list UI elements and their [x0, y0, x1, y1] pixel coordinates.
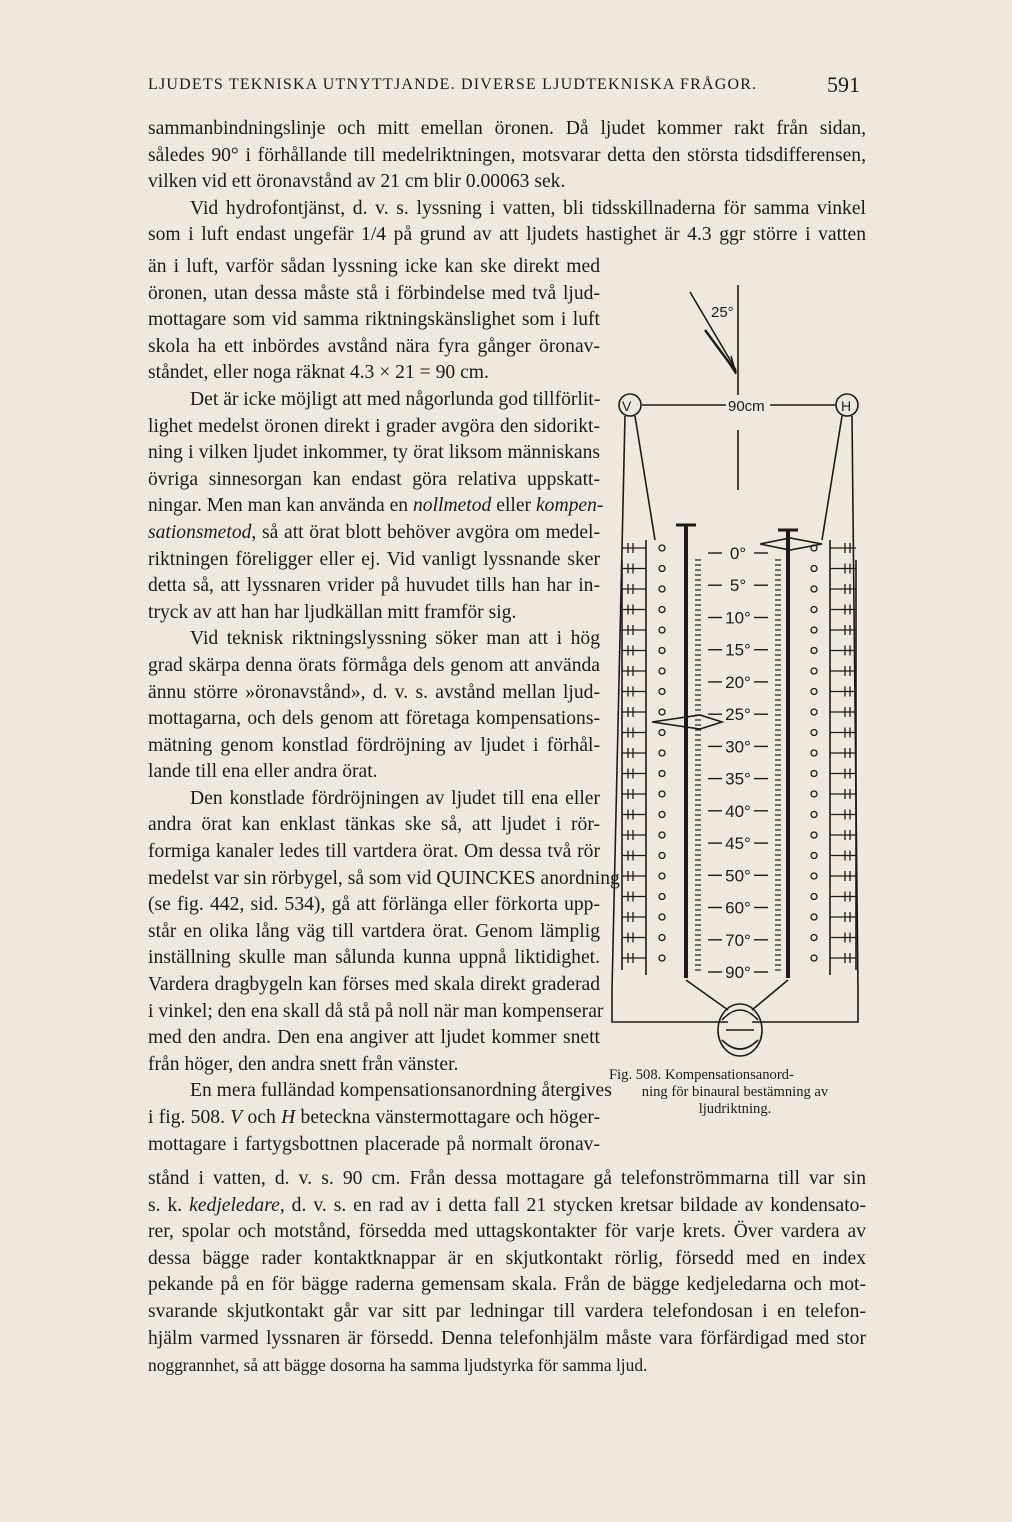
capacitor-element: [622, 892, 646, 902]
text-line: sammanbindningslinje och mitt emellan öronen. Då ljudet kommer rakt från sidan,: [148, 118, 866, 139]
text-line: än i luft, varför sådan lyssning icke kan ske direkt med: [148, 256, 600, 277]
text-line: lighet medelst öronen direkt i grader avgöra den sidorikt-: [148, 415, 600, 437]
wire-right-outer: [852, 416, 858, 990]
figure-caption: [605, 1067, 865, 1118]
text-line: sationsmetod, så att örat blott behöver avgöra om medel-: [148, 521, 600, 543]
common-scale: [708, 544, 768, 982]
distance-label: 90cm: [728, 398, 765, 415]
capacitor-element: [830, 830, 856, 840]
lead-right: [752, 980, 788, 1010]
contact-knob: [659, 627, 665, 633]
wire-bottom-right: [752, 990, 858, 1022]
capacitor-element: [622, 687, 646, 697]
running-title: LJUDETS TEKNISKA UTNYTTJANDE. DIVERSE LJUDTEKNISKA FRÅGOR.: [148, 76, 758, 93]
text-line: i fig. 508. V och H beteckna vänstermottagare och höger-: [148, 1107, 600, 1128]
text-line: lande till ena eller andra örat.: [148, 761, 378, 783]
contact-knob: [811, 668, 817, 674]
text-line: ningar. Men man kan använda en nollmetod eller kompen-: [148, 495, 604, 517]
contact-knob: [659, 545, 665, 551]
capacitor-element: [622, 564, 646, 574]
contact-knob: [659, 586, 665, 592]
caption-line: ljudriktning.: [698, 1101, 772, 1117]
capacitor-element: [622, 543, 646, 553]
angle-label: 25°: [711, 304, 734, 321]
contact-knob: [811, 935, 817, 941]
text-line: formiga kanaler ledes till vartdera örat. Om dessa två rör: [148, 841, 600, 863]
text-line: ännu större »öronavstånd», d. v. s. avstånd mellan ljud-: [148, 681, 600, 703]
text-line: (se fig. 442, sid. 534), gå att förlänga eller förkorta upp-: [148, 894, 600, 916]
contact-knob: [811, 730, 817, 736]
contact-knob: [659, 709, 665, 715]
text-line: En mera fulländad kompensationsanordning återgives: [190, 1080, 612, 1102]
emph-h: H: [281, 1107, 296, 1128]
capacitor-element: [622, 871, 646, 881]
capacitor-element: [830, 625, 856, 635]
capacitor-element: [830, 584, 856, 594]
contact-knob: [811, 627, 817, 633]
contact-knob: [811, 566, 817, 572]
capacitor-element: [622, 953, 646, 963]
capacitor-element: [622, 584, 646, 594]
text-line: dessa bägge rader kontaktknappar är en skjutkontakt rörlig, försedd med en index: [148, 1247, 866, 1269]
scale-label: 25°: [725, 705, 751, 725]
capacitor-element: [830, 789, 856, 799]
text-line: grad skärpa denna örats förmåga dels genom att använda: [148, 654, 600, 676]
label-h: H: [841, 398, 852, 414]
contact-knob: [811, 709, 817, 715]
wire-right-inner: [822, 416, 842, 540]
scale-label: 5°: [729, 576, 747, 596]
contact-knob: [811, 750, 817, 756]
helmet-detail: [722, 1010, 758, 1049]
capacitor-element: [622, 728, 646, 738]
contact-knob: [811, 832, 817, 838]
capacitor-element: [830, 769, 856, 779]
scale-label: 30°: [725, 737, 751, 757]
emph-sationsmetod: sationsmetod: [148, 521, 252, 543]
scale-label: 0°: [729, 544, 747, 563]
scale-label: 15°: [725, 640, 751, 660]
text-line: hjälm varmed lyssnaren är försedd. Denna telefonhjälm måste vara förfärdigad med stor: [148, 1327, 866, 1349]
text-line: vilken vid ett öronavstånd av 21 cm blir 0.00063 sek.: [148, 171, 566, 193]
text-line: öronen, utan dessa måste stå i förbindelse med två ljud-: [148, 282, 600, 304]
contact-knob: [659, 812, 665, 818]
scale-label: 40°: [725, 801, 751, 821]
label-v: V: [622, 398, 632, 414]
text-line: står en olika lång väg till vartdera örat. Genom lämplig: [148, 920, 600, 942]
contact-knob: [659, 689, 665, 695]
page-number: 591: [827, 72, 860, 97]
capacitor-element: [830, 851, 856, 861]
capacitor-element: [830, 871, 856, 881]
capacitor-element: [830, 666, 856, 676]
caption-line: ning för binaural bestämning av: [641, 1084, 829, 1100]
capacitor-element: [830, 728, 856, 738]
text-line: mottagare som vid samma riktningskänslighet som i luft: [148, 309, 600, 331]
contact-knob: [659, 832, 665, 838]
text-line: svarande skjutkontakt går var sitt par ledningar till vardera telefondosan i en telefon-: [148, 1300, 866, 1322]
text-line: riktningen föreligger eller ej. Vid vanligt lyssnande sker: [148, 548, 600, 570]
contact-knob: [659, 750, 665, 756]
scale-label: 20°: [725, 672, 751, 692]
text-line: inställning skulle man sålunda kunna uppnå liktidighet.: [148, 947, 600, 969]
text-line: mätning genom konstlad fördröjning av ljudet i förhål-: [148, 734, 600, 756]
contact-knob: [659, 730, 665, 736]
text-line: ning i vilken ljudet inkommer, ty örat liksom människans: [148, 442, 600, 464]
capacitor-element: [622, 851, 646, 861]
capacitor-element: [622, 707, 646, 717]
capacitor-element: [830, 646, 856, 656]
contact-knob: [811, 771, 817, 777]
text-line: som i luft endast ungefär 1/4 på grund av att ljudets hastighet är 4.3 ggr större i vatten: [148, 224, 866, 246]
contact-knob: [811, 607, 817, 613]
scale-label: 90°: [725, 963, 751, 982]
contact-knob: [811, 689, 817, 695]
emph-quinckes: QUINCKES: [436, 867, 536, 889]
scale-label: 50°: [725, 866, 751, 886]
contact-knob: [659, 648, 665, 654]
capacitor-element: [830, 687, 856, 697]
emph-kedjeledare: kedjeledare: [189, 1194, 280, 1216]
text-line: övriga sinnesorgan kan endast göra relativa uppskatt-: [148, 468, 600, 490]
contact-knob: [659, 853, 665, 859]
text-line: Det är icke möjligt att med någorlunda god tillförlit-: [190, 388, 601, 410]
capacitor-element: [830, 543, 856, 553]
capacitor-element: [622, 625, 646, 635]
text-line: från höger, den andra snett från vänster.: [148, 1053, 459, 1075]
contact-knob: [811, 812, 817, 818]
capacitor-element: [622, 830, 646, 840]
scale-label: 60°: [725, 898, 751, 918]
contact-knob: [659, 791, 665, 797]
contact-knob: [811, 894, 817, 900]
text-line: således 90° i förhållande till medelriktningen, motsvarar detta den största tidsdifferensen,: [148, 144, 866, 166]
capacitor-element: [622, 789, 646, 799]
wire-left-inner: [635, 416, 655, 540]
text-line: ståndet, eller noga räknat 4.3 × 21 = 90 cm.: [148, 362, 489, 384]
contact-knob: [659, 607, 665, 613]
text-line: mottagare i fartygsbottnen placerade på normalt öronav-: [148, 1133, 600, 1155]
text-line: detta så, att lyssnaren vrider på huvudet tills han har in-: [148, 575, 600, 597]
contact-knob: [659, 873, 665, 879]
capacitor-element: [830, 748, 856, 758]
index-right-pointer: [760, 538, 822, 550]
emph-nollmetod: nollmetod: [412, 495, 492, 517]
contact-knob: [659, 771, 665, 777]
capacitor-element: [622, 769, 646, 779]
contact-knob: [659, 566, 665, 572]
contact-knob: [811, 648, 817, 654]
capacitor-element: [830, 810, 856, 820]
text-line: pekande på en för bägge raderna gemensam skala. Från de bägge kedjeledarna och mot-: [148, 1274, 866, 1296]
contact-knob: [659, 914, 665, 920]
lead-left: [686, 980, 728, 1010]
text-line: rer, spolar och motstånd, försedda med uttagskontakter för varje krets. Över vardera av: [148, 1221, 866, 1243]
contact-knob: [811, 873, 817, 879]
text-line: andra örat kan enklast tänkas ske så, att ljudet i rör-: [148, 814, 600, 836]
capacitor-element: [830, 953, 856, 963]
capacitor-element: [830, 892, 856, 902]
contact-knob: [811, 853, 817, 859]
contact-knob: [811, 791, 817, 797]
contact-knob: [659, 955, 665, 961]
emph-kompen: kompen-: [535, 495, 604, 517]
text-line: skola ha ett inbördes avstånd nära fyra gånger öronav-: [148, 335, 600, 357]
text-line: s. k. kedjeledare, d. v. s. en rad av i detta fall 21 stycken kretsar bildade av kondensato-: [148, 1194, 866, 1216]
capacitor-element: [830, 605, 856, 615]
scale-label: 45°: [725, 834, 751, 854]
wire-bottom-left: [612, 990, 728, 1022]
scale-label: 10°: [725, 608, 751, 628]
text-line: tryck av att han har ljudkällan mitt framför sig.: [148, 601, 517, 623]
text-line: medelst var sin rörbygel, så som vid QUINCKES anordning: [148, 867, 620, 889]
text-line: Vid hydrofontjänst, d. v. s. lyssning i vatten, bli tidsskillnaderna för samma vinkel: [190, 197, 866, 219]
text-line: Vardera dragbygeln kan förses med skala direkt graderad: [148, 974, 600, 996]
capacitor-element: [622, 912, 646, 922]
caption-line: Fig. 508. Kompensationsanord-: [609, 1067, 794, 1083]
capacitor-element: [830, 564, 856, 574]
text-line: stånd i vatten, d. v. s. 90 cm. Från dessa mottagare gå telefonströmmarna till var sin: [148, 1168, 866, 1189]
text-line: Vid teknisk riktningslyssning söker man att i hög: [190, 628, 600, 650]
emph-v: V: [230, 1107, 243, 1128]
scale-label: 35°: [725, 769, 751, 789]
contact-knob: [811, 586, 817, 592]
capacitor-element: [830, 933, 856, 943]
capacitor-element: [830, 912, 856, 922]
wire-left-outer: [612, 416, 625, 990]
contact-knob: [659, 935, 665, 941]
capacitor-element: [622, 810, 646, 820]
text-line: i vinkel; den ena skall då stå på noll när man kompenserar: [148, 1000, 604, 1022]
contact-knob: [659, 668, 665, 674]
text-line: noggrannhet, så att bägge dosorna ha samma ljudstyrka för samma ljud.: [148, 1355, 648, 1376]
capacitor-element: [622, 666, 646, 676]
capacitor-element: [622, 646, 646, 656]
contact-knob: [659, 894, 665, 900]
contact-knob: [811, 955, 817, 961]
capacitor-element: [622, 748, 646, 758]
scale-label: 70°: [725, 930, 751, 950]
text-line: mottagarna, och dels genom att företaga kompensations-: [148, 708, 600, 730]
text-line: Den konstlade fördröjningen av ljudet till ena eller: [190, 787, 600, 809]
contact-knob: [811, 914, 817, 920]
text-line: med den andra. Den ena angiver att ljudet kommer snett: [148, 1027, 600, 1049]
capacitor-element: [622, 933, 646, 943]
capacitor-element: [622, 605, 646, 615]
capacitor-element: [830, 707, 856, 717]
